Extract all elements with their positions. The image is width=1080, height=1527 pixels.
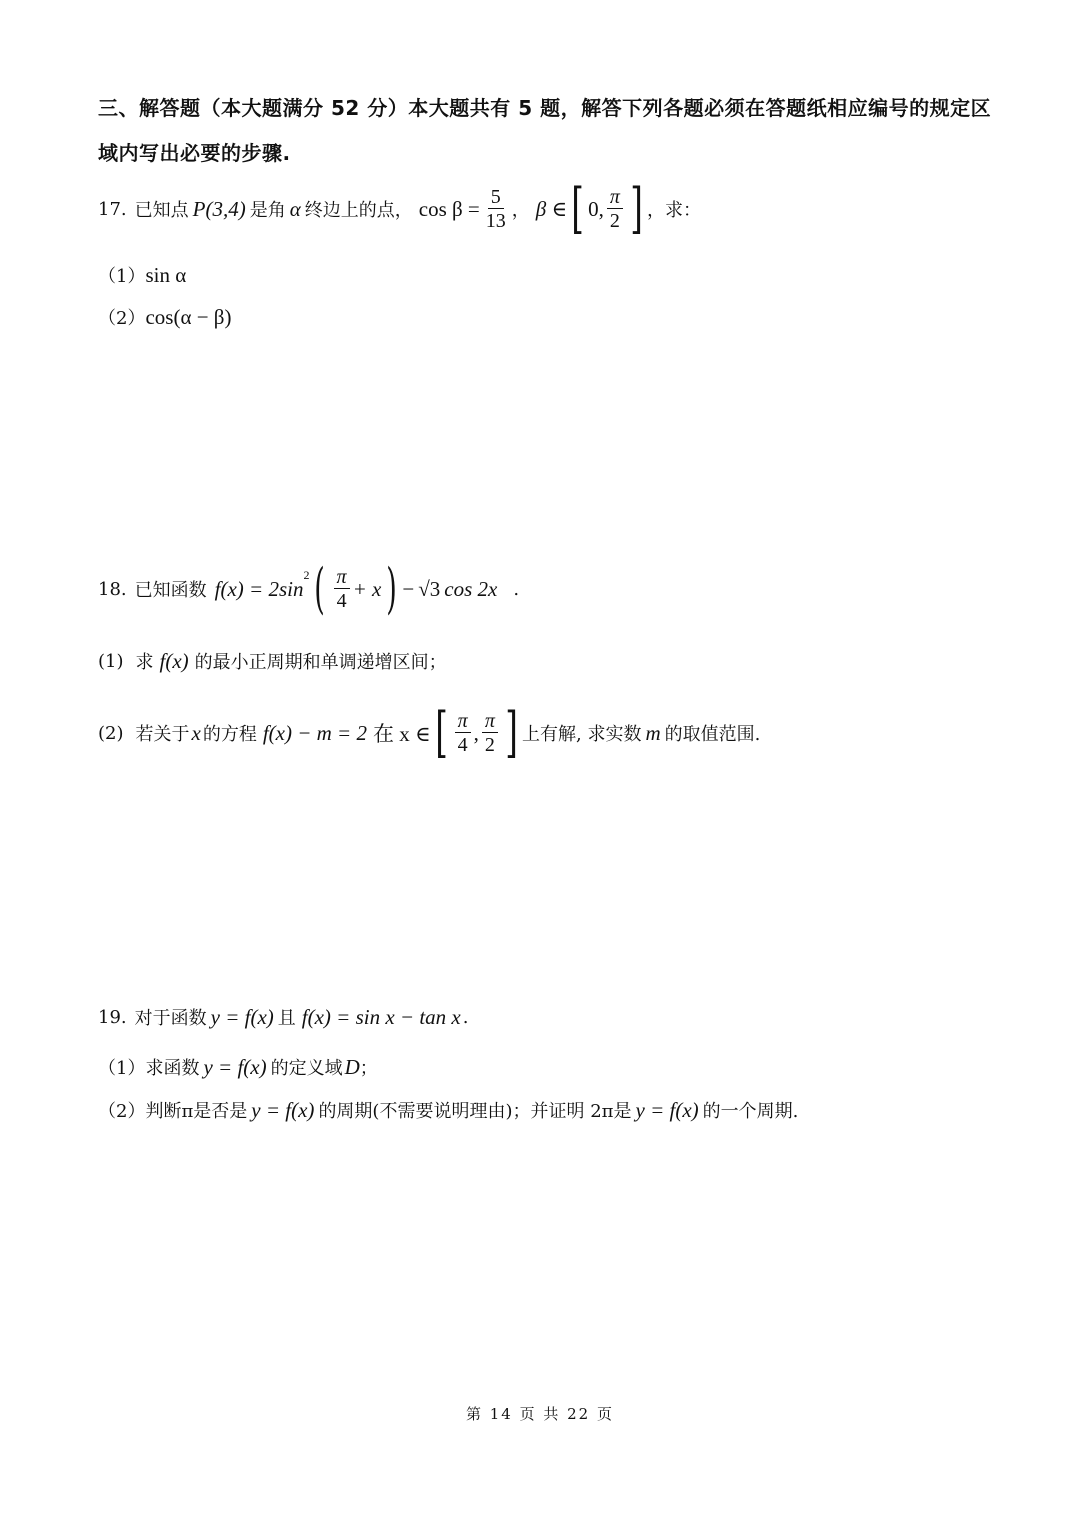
q19-part1-D: D bbox=[344, 1054, 360, 1079]
q19-part2-y2: y = f(x) bbox=[635, 1097, 699, 1122]
q19-part1-end: ； bbox=[359, 1058, 378, 1079]
q18-part1-lead: 求 bbox=[135, 652, 154, 673]
q18-part1-fx: f(x) bbox=[159, 648, 189, 673]
q18-lead: 已知函数 bbox=[134, 580, 207, 601]
q17-number: 17. bbox=[98, 198, 127, 220]
q17-part2-expr: cos(α − β) bbox=[145, 304, 232, 329]
q17-right-bracket: ] bbox=[630, 177, 643, 240]
q19-part1-text-b: 的定义域 bbox=[270, 1058, 343, 1079]
q17-stem bbox=[98, 177, 701, 240]
q18-plus-x: + x bbox=[352, 576, 382, 601]
q19-part2-end: 的一个周期. bbox=[702, 1101, 799, 1122]
q18-left-bracket: [ bbox=[434, 701, 448, 764]
q17-pi: π bbox=[607, 186, 623, 209]
q17-interval-zero: 0, bbox=[588, 196, 604, 221]
q18-part2-tail: 上有解, 求实数 bbox=[522, 724, 642, 745]
q18-den-b: 2 bbox=[484, 733, 495, 756]
q18-pi-over-4-b bbox=[455, 710, 471, 757]
q17-cos-lhs: cos β = bbox=[418, 196, 480, 221]
q18-left-paren: ( bbox=[314, 557, 326, 620]
page-footer: 第 14 页 共 22 页 bbox=[465, 1405, 614, 1423]
q19-and: 且 bbox=[277, 1008, 296, 1029]
q19-part1-label: （1） bbox=[98, 1058, 146, 1079]
q17-left-bracket: [ bbox=[571, 177, 584, 240]
q17-mid2: 终边上的点， bbox=[304, 200, 413, 221]
q18-part2-in: 在 x ∈ bbox=[372, 722, 431, 746]
q18-part2-mid: 的方程 bbox=[202, 724, 257, 745]
q19-part2-label: （2） bbox=[98, 1101, 146, 1122]
q17-frac-den: 13 bbox=[485, 209, 506, 232]
q19-part2 bbox=[98, 1097, 798, 1123]
q18-pi-over-4 bbox=[334, 566, 350, 613]
q18-part2-eq: f(x) − m = 2 bbox=[262, 720, 367, 745]
q17-tail: ，求： bbox=[646, 200, 701, 221]
q18-pi: π bbox=[334, 566, 350, 589]
q18-right-paren: ) bbox=[386, 557, 398, 620]
q17-pi-over-2 bbox=[607, 186, 623, 233]
q18-den-a: 4 bbox=[457, 733, 468, 756]
q17-part1-expr: sin α bbox=[145, 262, 187, 287]
q17-mid1: 是角 bbox=[249, 200, 286, 221]
q19-stem bbox=[98, 1004, 468, 1030]
q18-four: 4 bbox=[336, 589, 347, 612]
q18-part2-m: m bbox=[645, 720, 661, 745]
q18-part2 bbox=[98, 701, 761, 764]
q19-lead: 对于函数 bbox=[134, 1008, 207, 1029]
q18-interval-comma: , bbox=[473, 720, 479, 745]
q19-fx-def: f(x) = sin x − tan x bbox=[301, 1004, 461, 1029]
q19-part2-text-b: 的周期(不需要说明理由)；并证明 2π是 bbox=[318, 1101, 632, 1122]
q18-part2-end: 的取值范围. bbox=[664, 724, 761, 745]
q17-part1 bbox=[98, 262, 186, 288]
q19-number: 19. bbox=[98, 1006, 127, 1028]
q19-part1-y: y = f(x) bbox=[203, 1054, 267, 1079]
q18-pi-a: π bbox=[455, 710, 471, 733]
q17-alpha: α bbox=[289, 196, 301, 221]
q18-number: 18. bbox=[98, 578, 127, 600]
q17-lead: 已知点 bbox=[134, 200, 189, 221]
q18-part2-label: (2) bbox=[98, 722, 124, 744]
q18-part1 bbox=[98, 648, 447, 674]
q18-period: . bbox=[513, 578, 520, 600]
q18-sqrt3: √3 bbox=[418, 576, 441, 601]
q19-period: . bbox=[462, 1006, 469, 1028]
q18-part1-tail: 的最小正周期和单调递增区间； bbox=[194, 652, 447, 673]
q19-part2-text-a: 判断π是否是 bbox=[145, 1101, 248, 1122]
q18-pi-over-2 bbox=[482, 710, 498, 757]
q17-part2 bbox=[98, 304, 231, 330]
q18-pi-b: π bbox=[482, 710, 498, 733]
q18-sup: 2 bbox=[303, 568, 310, 582]
q17-part1-label: （1） bbox=[98, 266, 146, 287]
q19-part2-y: y = f(x) bbox=[251, 1097, 315, 1122]
q18-part1-label: (1) bbox=[98, 650, 124, 672]
section-heading: 三、解答题（本大题满分 52 分）本大题共有 5 题，解答下列各题必须在答题纸相应编号的规定区域内写出必要的步骤. bbox=[98, 96, 992, 165]
q18-minus: − bbox=[402, 576, 415, 601]
q17-comma: ， bbox=[511, 200, 530, 221]
q17-two: 2 bbox=[609, 209, 620, 232]
q19-part1 bbox=[98, 1054, 378, 1080]
q18-right-bracket: ] bbox=[505, 701, 518, 764]
q17-fraction bbox=[483, 186, 509, 233]
q18-fx: f(x) = 2sin bbox=[214, 576, 304, 601]
q19-y-fx: y = f(x) bbox=[210, 1004, 274, 1029]
q19-part1-text-a: 求函数 bbox=[145, 1058, 200, 1079]
q17-part2-label: （2） bbox=[98, 308, 146, 329]
q18-part2-lead: 若关于 bbox=[135, 724, 190, 745]
q18-stem bbox=[98, 557, 520, 620]
q17-beta-in: β ∈ bbox=[535, 196, 568, 221]
q17-point: P(3,4) bbox=[192, 196, 246, 221]
q18-cos2x: cos 2x bbox=[444, 576, 498, 601]
q18-part2-x: x bbox=[191, 720, 201, 745]
q17-frac-num: 5 bbox=[488, 186, 504, 209]
